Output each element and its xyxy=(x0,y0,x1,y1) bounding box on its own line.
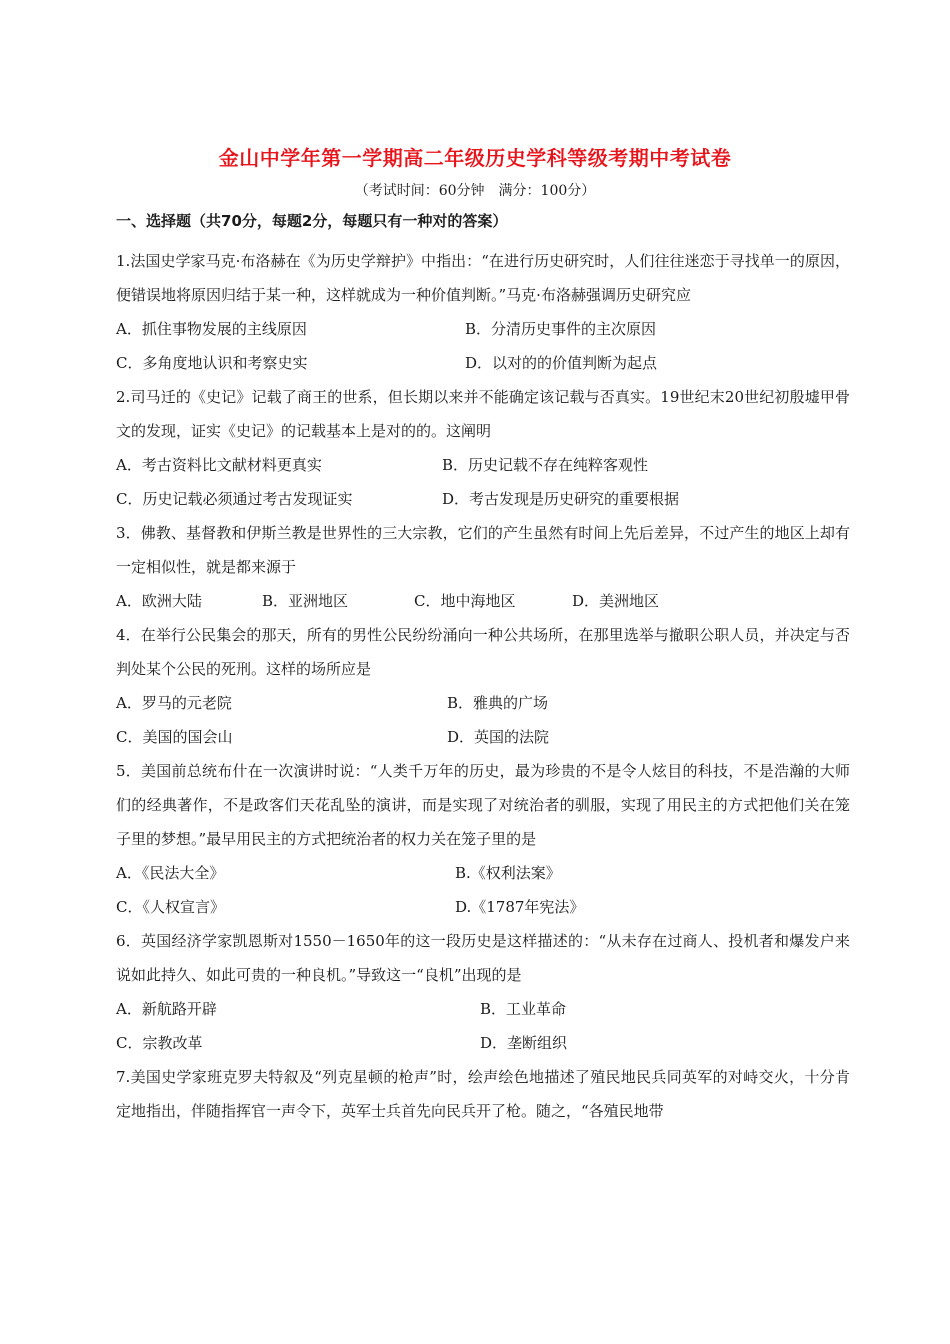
option-b: B.《权利法案》 xyxy=(455,864,561,882)
option-b: B．分清历史事件的主次原因 xyxy=(465,320,657,338)
section-header: 一、选择题（共70分，每题2分，每题只有一种对的答案） xyxy=(116,212,508,230)
option-a: A．罗马的元老院 xyxy=(116,694,232,712)
option-a: A．《民法大全》 xyxy=(116,864,225,882)
exam-title: 金山中学年第一学期高二年级历史学科等级考期中考试卷 xyxy=(218,146,732,170)
question-2 xyxy=(116,380,850,516)
option-d: D.《1787年宪法》 xyxy=(455,898,585,916)
option-row xyxy=(116,856,850,890)
question-stem: 4．在举行公民集会的那天，所有的男性公民纷纷涌向一种公共场所，在那里选举与撤职公职人员，并决定与否判处某个公民的死刑。这样的场所应是 xyxy=(116,626,850,678)
option-row xyxy=(116,1026,850,1060)
option-d: D．垄断组织 xyxy=(480,1034,568,1052)
option-a: A．考古资料比文献材料更真实 xyxy=(116,456,322,474)
question-3 xyxy=(116,516,850,618)
option-c: C．地中海地区 xyxy=(414,592,516,610)
question-6 xyxy=(116,924,850,1060)
question-list xyxy=(116,244,850,1128)
question-7 xyxy=(116,1060,850,1128)
option-row xyxy=(116,312,850,346)
option-a: A．欧洲大陆 xyxy=(116,592,202,610)
option-a: A．抓住事物发展的主线原因 xyxy=(116,320,307,338)
option-d: D．美洲地区 xyxy=(572,592,660,610)
question-stem: 3．佛教、基督教和伊斯兰教是世界性的三大宗教，它们的产生虽然有时间上先后差异，不过产生的地区上却有一定相似性，就是都来源于 xyxy=(116,524,850,576)
option-d: D．以对的的价值判断为起点 xyxy=(465,354,658,372)
option-b: B．工业革命 xyxy=(480,1000,567,1018)
question-4 xyxy=(116,618,850,754)
question-1 xyxy=(116,244,850,380)
question-stem: 2.司马迁的《史记》记载了商王的世系，但长期以来并不能确定该记载与否真实。19世纪末20世纪初殷墟甲骨文的发现，证实《史记》的记载基本上是对的的。这阐明 xyxy=(116,388,850,440)
option-row xyxy=(116,346,850,380)
question-stem: 6．英国经济学家凯恩斯对1550－1650年的这一段历史是这样描述的：“从未存在过商人、投机者和爆发户来说如此持久、如此可贵的一种良机。”导致这一“良机”出现的是 xyxy=(116,932,850,984)
option-row xyxy=(116,720,850,754)
option-c: C．多角度地认识和考察史实 xyxy=(116,354,308,372)
option-b: B．亚洲地区 xyxy=(262,592,349,610)
question-stem: 1.法国史学家马克·布洛赫在《为历史学辩护》中指出：“在进行历史研究时，人们往往迷恋于寻找单一的原因，便错误地将原因归结于某一种，这样就成为一种价值判断。”马克·布洛赫强调历史研究应 xyxy=(116,252,850,304)
option-row xyxy=(116,890,850,924)
exam-info: （考试时间：60分钟 满分：100分） xyxy=(354,183,596,199)
option-d: D．考古发现是历史研究的重要根据 xyxy=(442,490,680,508)
option-d: D．英国的法院 xyxy=(447,728,550,746)
question-stem: 5．美国前总统布什在一次演讲时说：“人类千万年的历史，最为珍贵的不是令人炫目的科技，不是浩瀚的大师们的经典著作，不是政客们天花乱坠的演讲，而是实现了对统治者的驯服，实现了用民主的方式把他们关在笼子里的梦想。”最早用民主的方式把统治者的权力关在笼子里的是 xyxy=(116,762,850,848)
option-c: C．美国的国会山 xyxy=(116,728,233,746)
option-row xyxy=(116,686,850,720)
question-stem: 7.美国史学家班克罗夫特叙及“列克星顿的枪声”时，绘声绘色地描述了殖民地民兵同英军的对峙交火，十分肯定地指出，伴随指挥官一声令下，英军士兵首先向民兵开了枪。随之，“各殖民地带 xyxy=(116,1068,850,1120)
option-row xyxy=(116,992,850,1026)
option-row xyxy=(116,448,850,482)
question-5 xyxy=(116,754,850,924)
option-c: C．《人权宣言》 xyxy=(116,898,225,916)
option-b: B．雅典的广场 xyxy=(447,694,549,712)
option-b: B．历史记载不存在纯粹客观性 xyxy=(442,456,649,474)
option-row xyxy=(116,584,850,618)
option-row xyxy=(116,482,850,516)
option-a: A．新航路开辟 xyxy=(116,1000,217,1018)
option-c: C．宗教改革 xyxy=(116,1034,203,1052)
option-c: C．历史记载必须通过考古发现证实 xyxy=(116,490,353,508)
